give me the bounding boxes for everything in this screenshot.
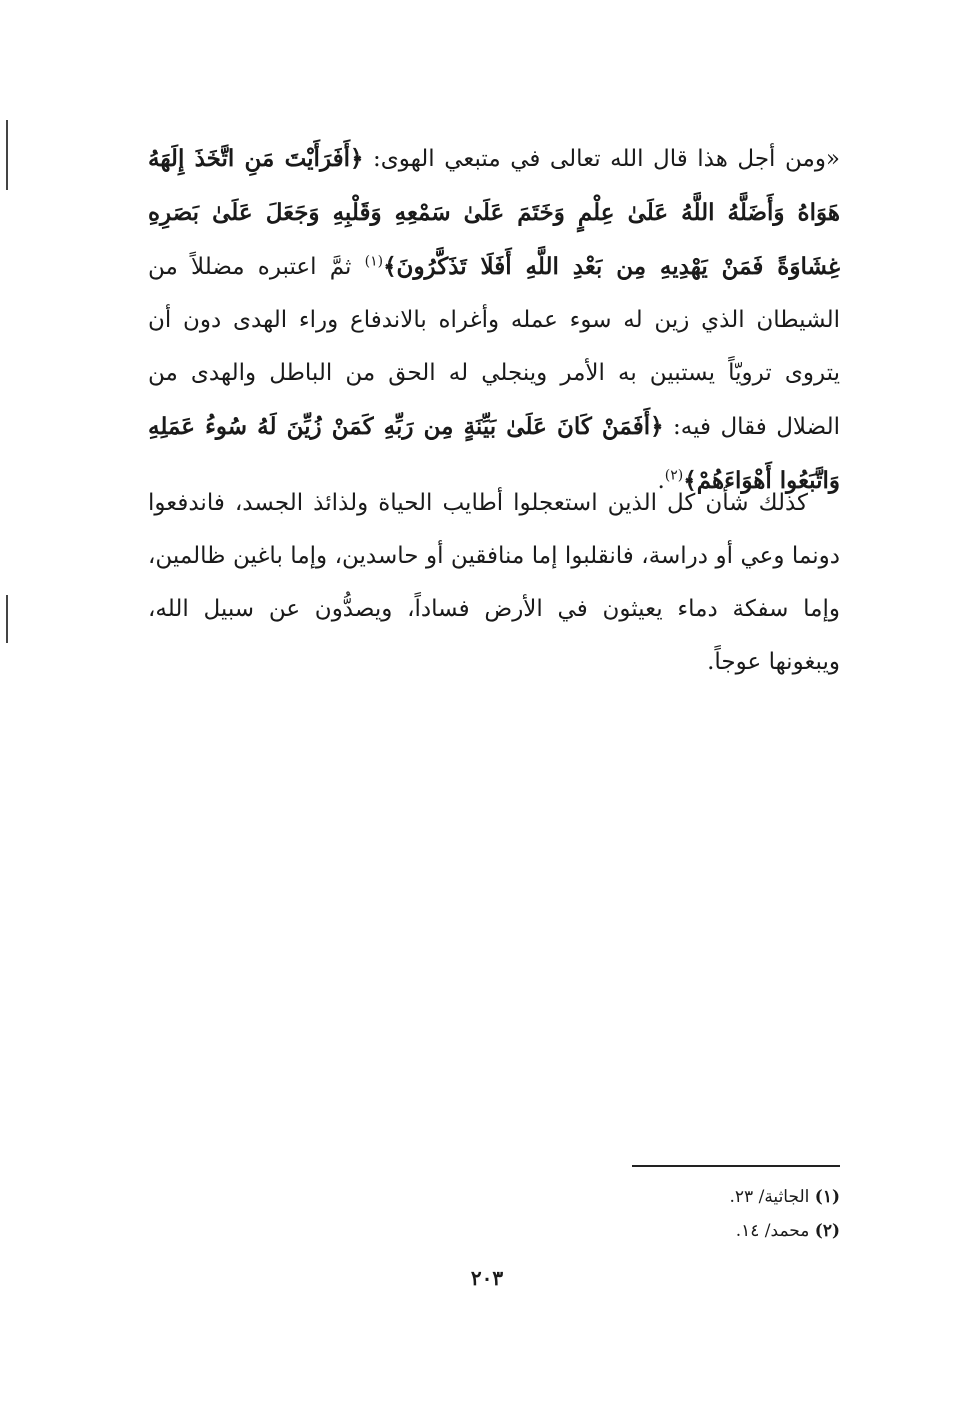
footnote-ref-2: (٢) [664, 467, 684, 484]
footnote-2-number: (٢) [814, 1221, 840, 1241]
paragraph-1-end: . [657, 468, 665, 494]
paragraph-1-intro: «ومن أجل هذا قال الله تعالى في متبعي الهوى: [363, 146, 840, 172]
paragraph-2: كذلك شأن كل الذين استعجلوا أطايب الحياة ولذائذ الجسد، فاندفعوا دونما وعي أو دراسة، فانقلبوا إما منافقين أو حاسدين، وإما باغين ظالمين، وإما سفكة دماء يعيثون في الأرض فساداً، ويصدُّون عن سبيل الله، ويبغونها عوجاً. [148, 490, 840, 675]
footnote-separator [632, 1165, 840, 1167]
footnote-1-number: (١) [814, 1187, 840, 1207]
footnote-1-text: الجاثية/ ٢٣. [729, 1187, 815, 1207]
footnote-ref-1: (١) [364, 253, 384, 270]
footnotes [560, 1180, 840, 1248]
quran-verse-2: ﴿أَفَمَنْ كَانَ عَلَىٰ بَيِّنَةٍ مِن رَبِّهِ كَمَنْ زُيِّنَ لَهُ سُوءُ عَمَلِهِ وَاتَّبَعُوا أَهْوَاءَهُمْ﴾ [148, 413, 840, 494]
page-edge-mark [6, 595, 8, 643]
page-number: ٢٠٣ [470, 1266, 504, 1290]
page-edge-mark [6, 120, 8, 190]
paragraph-1-middle: ثمَّ اعتبره مضللاً من الشيطان الذي زين له سوء عمله وأغراه بالاندفاع وراء الهدى دون أن يتروى ترويّاً يستبين به الأمر وينجلي له الحق من الباطل والهدى من الضلال فقال فيه: [148, 254, 840, 440]
footnote-2-text: محمد/ ١٤. [735, 1221, 815, 1241]
footnote-2 [560, 1214, 840, 1248]
quran-verse-1: ﴿أَفَرَأَيْتَ مَنِ اتَّخَذَ إِلَهَهُ هَوَاهُ وَأَضَلَّهُ اللَّهُ عَلَىٰ عِلْمٍ وَخَتَمَ عَلَىٰ سَمْعِهِ وَقَلْبِهِ وَجَعَلَ عَلَىٰ بَصَرِهِ غِشَاوَةً فَمَنْ يَهْدِيهِ مِن بَعْدِ اللَّهِ أَفَلَا تَذَكَّرُونَ﴾ [148, 145, 840, 280]
paragraph-1 [148, 132, 840, 508]
footnote-1 [560, 1180, 840, 1214]
